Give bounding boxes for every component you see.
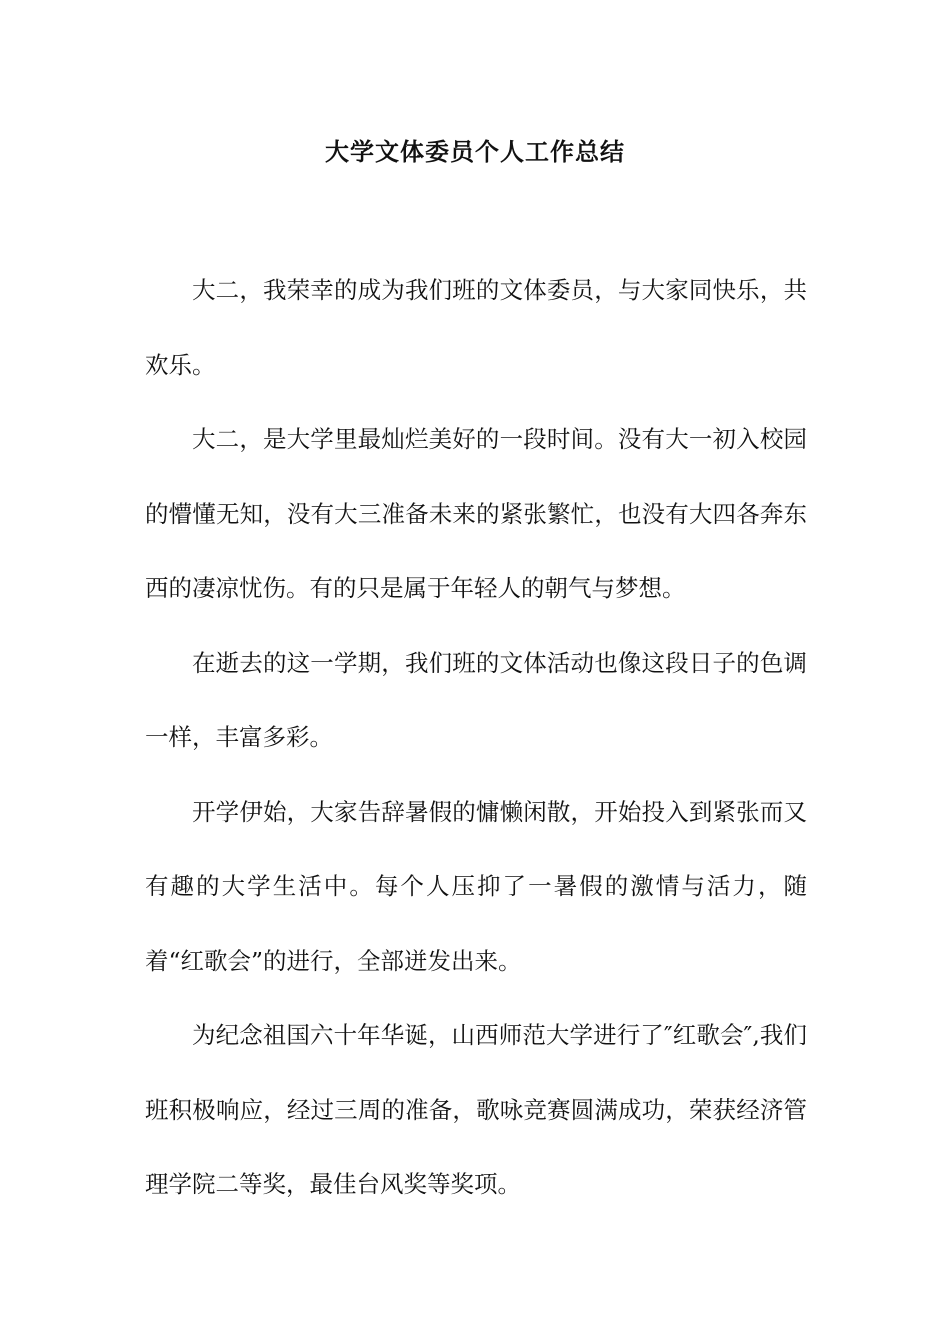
paragraph-3: 在逝去的这一学期，我们班的文体活动也像这段日子的色调一样，丰富多彩。: [145, 648, 807, 751]
paragraph-2: 大二，是大学里最灿烂美好的一段时间。没有大一初入校园的懵懂无知，没有大三准备未来的紧张繁忙，也没有大四各奔东西的凄凉忧伤。有的只是属于年轻人的朝气与梦想。: [145, 425, 807, 602]
paragraph-1: 大二，我荣幸的成为我们班的文体委员，与大家同快乐，共欢乐。: [145, 276, 807, 379]
document-body: [145, 253, 807, 1222]
paragraph-5: 为纪念祖国六十年华诞，山西师范大学进行了″红歌会″,我们班积极响应，经过三周的准备，歌咏竞赛圆满成功，荣获经济管理学院二等奖，最佳台风奖等奖项。: [145, 1021, 807, 1198]
paragraph-4: 开学伊始，大家告辞暑假的慵懒闲散，开始投入到紧张而又有趣的大学生活中。每个人压抑了一暑假的激情与活力，随着“红歌会”的进行，全部迸发出来。: [145, 797, 807, 975]
document-title: 大学文体委员个人工作总结: [325, 137, 625, 166]
